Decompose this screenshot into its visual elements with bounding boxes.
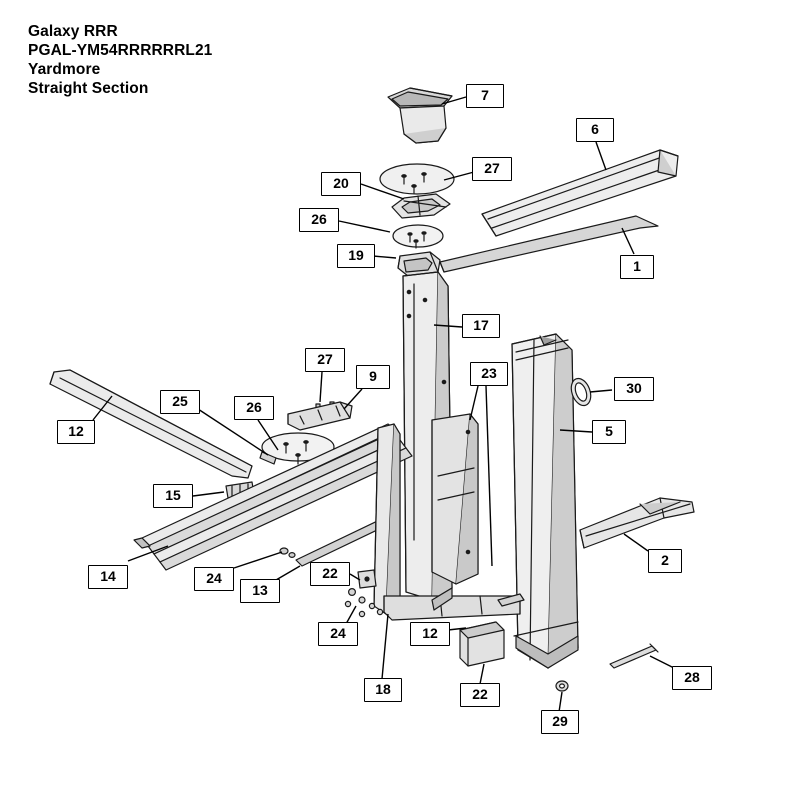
callout-18[interactable]: 18: [364, 678, 402, 702]
leader-1: [622, 228, 634, 254]
callout-26-upper[interactable]: 26: [299, 208, 339, 232]
part-5-right-post: [512, 334, 578, 668]
callout-12-lower[interactable]: 12: [410, 622, 450, 646]
part-23-inner-panels: [432, 414, 478, 584]
leader-15: [193, 492, 224, 496]
part-2-lower-right-rail: [580, 498, 694, 548]
leader-13: [276, 566, 300, 580]
part-29-round-fitting: [556, 681, 568, 691]
callout-24-lower[interactable]: 24: [318, 622, 358, 646]
leader-26a: [339, 221, 390, 232]
callout-2[interactable]: 2: [648, 549, 682, 573]
callout-22-upper[interactable]: 22: [310, 562, 350, 586]
callout-9[interactable]: 9: [356, 365, 390, 389]
callout-27-upper[interactable]: 27: [472, 157, 512, 181]
callout-7[interactable]: 7: [466, 84, 504, 108]
leader-22b: [480, 664, 484, 684]
leader-18: [382, 614, 388, 679]
part-7-top-cap: [388, 88, 452, 143]
part-9-bracket: [288, 402, 352, 430]
leader-23a: [470, 386, 478, 420]
callout-12-left[interactable]: 12: [57, 420, 95, 444]
callout-25[interactable]: 25: [160, 390, 200, 414]
callout-30[interactable]: 30: [614, 377, 654, 401]
callout-23[interactable]: 23: [470, 362, 508, 386]
title-line-section: Straight Section: [28, 80, 149, 97]
callout-17[interactable]: 17: [462, 314, 500, 338]
callout-19[interactable]: 19: [337, 244, 375, 268]
title-line-series: Yardmore: [28, 61, 101, 78]
callout-28[interactable]: 28: [672, 666, 712, 690]
leader-23b: [486, 386, 492, 566]
leader-19: [373, 256, 396, 258]
part-26-oval-washer-set: [393, 225, 443, 248]
part-24-fasteners-left: [280, 548, 295, 557]
leader-28: [650, 656, 674, 668]
callout-22-lower[interactable]: 22: [460, 683, 500, 707]
callout-5[interactable]: 5: [592, 420, 626, 444]
leader-27b: [320, 372, 322, 402]
leader-29: [559, 692, 562, 712]
callout-24-left[interactable]: 24: [194, 567, 234, 591]
callout-27-lower[interactable]: 27: [305, 348, 345, 372]
title-line-model: Galaxy RRR: [28, 23, 118, 40]
part-27-upper-oval-plate: [380, 164, 454, 194]
part-22-small-box-upper: [358, 570, 376, 588]
callout-1[interactable]: 1: [620, 255, 654, 279]
leader-24a: [234, 552, 282, 568]
callout-14[interactable]: 14: [88, 565, 128, 589]
callout-6[interactable]: 6: [576, 118, 614, 142]
callout-15[interactable]: 15: [153, 484, 193, 508]
callout-26-lower[interactable]: 26: [234, 396, 274, 420]
callout-13[interactable]: 13: [240, 579, 280, 603]
leader-2: [624, 534, 648, 551]
callout-29[interactable]: 29: [541, 710, 579, 734]
leader-30: [590, 390, 612, 392]
leader-9: [344, 389, 362, 409]
leader-6: [596, 142, 606, 170]
part-22-small-box-lower: [460, 622, 504, 666]
title-line-partnumber: PGAL-YM54RRRRRRL21: [28, 42, 213, 59]
callout-20[interactable]: 20: [321, 172, 361, 196]
